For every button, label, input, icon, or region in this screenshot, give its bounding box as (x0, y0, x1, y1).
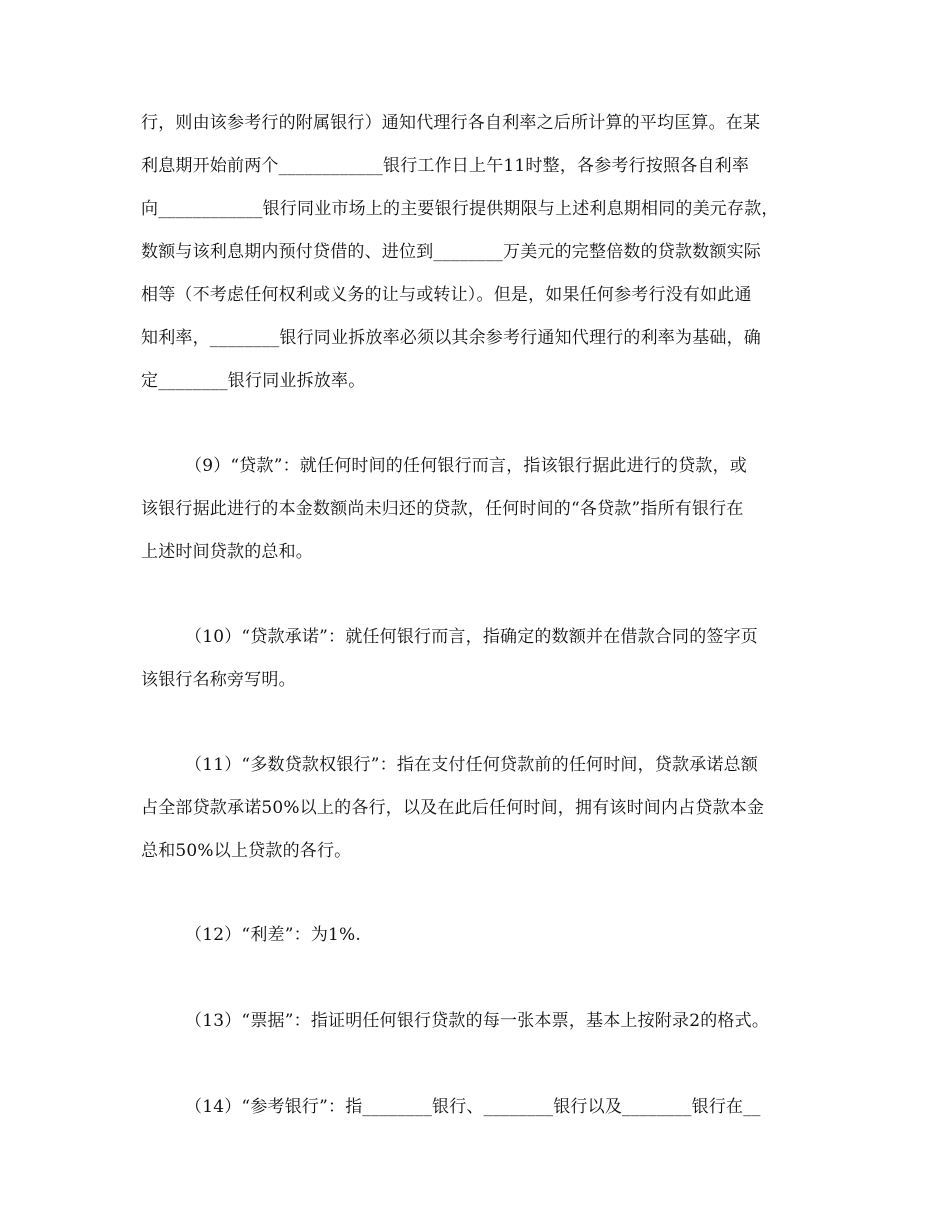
clause-9-line: 该银行据此进行的本金数额尚未归还的贷款，任何时间的“各贷款”指所有银行在 (141, 499, 744, 519)
clause-10-line: 该银行名称旁写明。 (141, 670, 296, 690)
paragraph-line: 知利率，________银行同业拆放率必须以其余参考行通知代理行的利率为基础，确 (141, 328, 761, 348)
clause-14-line: （14）“参考银行”：指________银行、________银行以及________银行在__ (185, 1097, 761, 1117)
clause-9-line: 上述时间贷款的总和。 (141, 542, 313, 562)
clause-10-line: （10）“贷款承诺”：就任何银行而言，指确定的数额并在借款合同的签字页 (185, 627, 759, 647)
clause-11-line: （11）“多数贷款权银行”：指在支付任何贷款前的任何时间，贷款承诺总额 (185, 755, 759, 775)
paragraph-line: 定________银行同业拆放率。 (141, 371, 366, 391)
clause-12-line: （12）“利差”：为1%. (185, 925, 361, 945)
clause-11-line: 总和50%以上贷款的各行。 (141, 841, 352, 861)
clause-11-line: 占全部贷款承诺50%以上的各行，以及在此后任何时间，拥有该时间内占贷款本金 (141, 798, 765, 818)
clause-9-line: （9）“贷款”：就任何时间的任何银行而言，指该银行据此进行的贷款，或 (185, 456, 747, 476)
paragraph-line: 利息期开始前两个____________银行工作日上午11时整，各参考行按照各自利率 (141, 156, 750, 176)
clause-13-line: （13）“票据”：指证明任何银行贷款的每一张本票，基本上按附录2的格式。 (185, 1011, 770, 1031)
paragraph-line: 向____________银行同业市场上的主要银行提供期限与上述利息期相同的美元存款， (141, 199, 779, 219)
paragraph-line: 相等（不考虑任何权利或义务的让与或转让）。但是，如果任何参考行没有如此通 (141, 285, 752, 305)
paragraph-line: 行，则由该参考行的附属银行）通知代理行各自利率之后所计算的平均匡算。在某 (141, 113, 761, 133)
paragraph-line: 数额与该利息期内预付贷借的、进位到________万美元的完整倍数的贷款数额实际 (141, 242, 761, 262)
